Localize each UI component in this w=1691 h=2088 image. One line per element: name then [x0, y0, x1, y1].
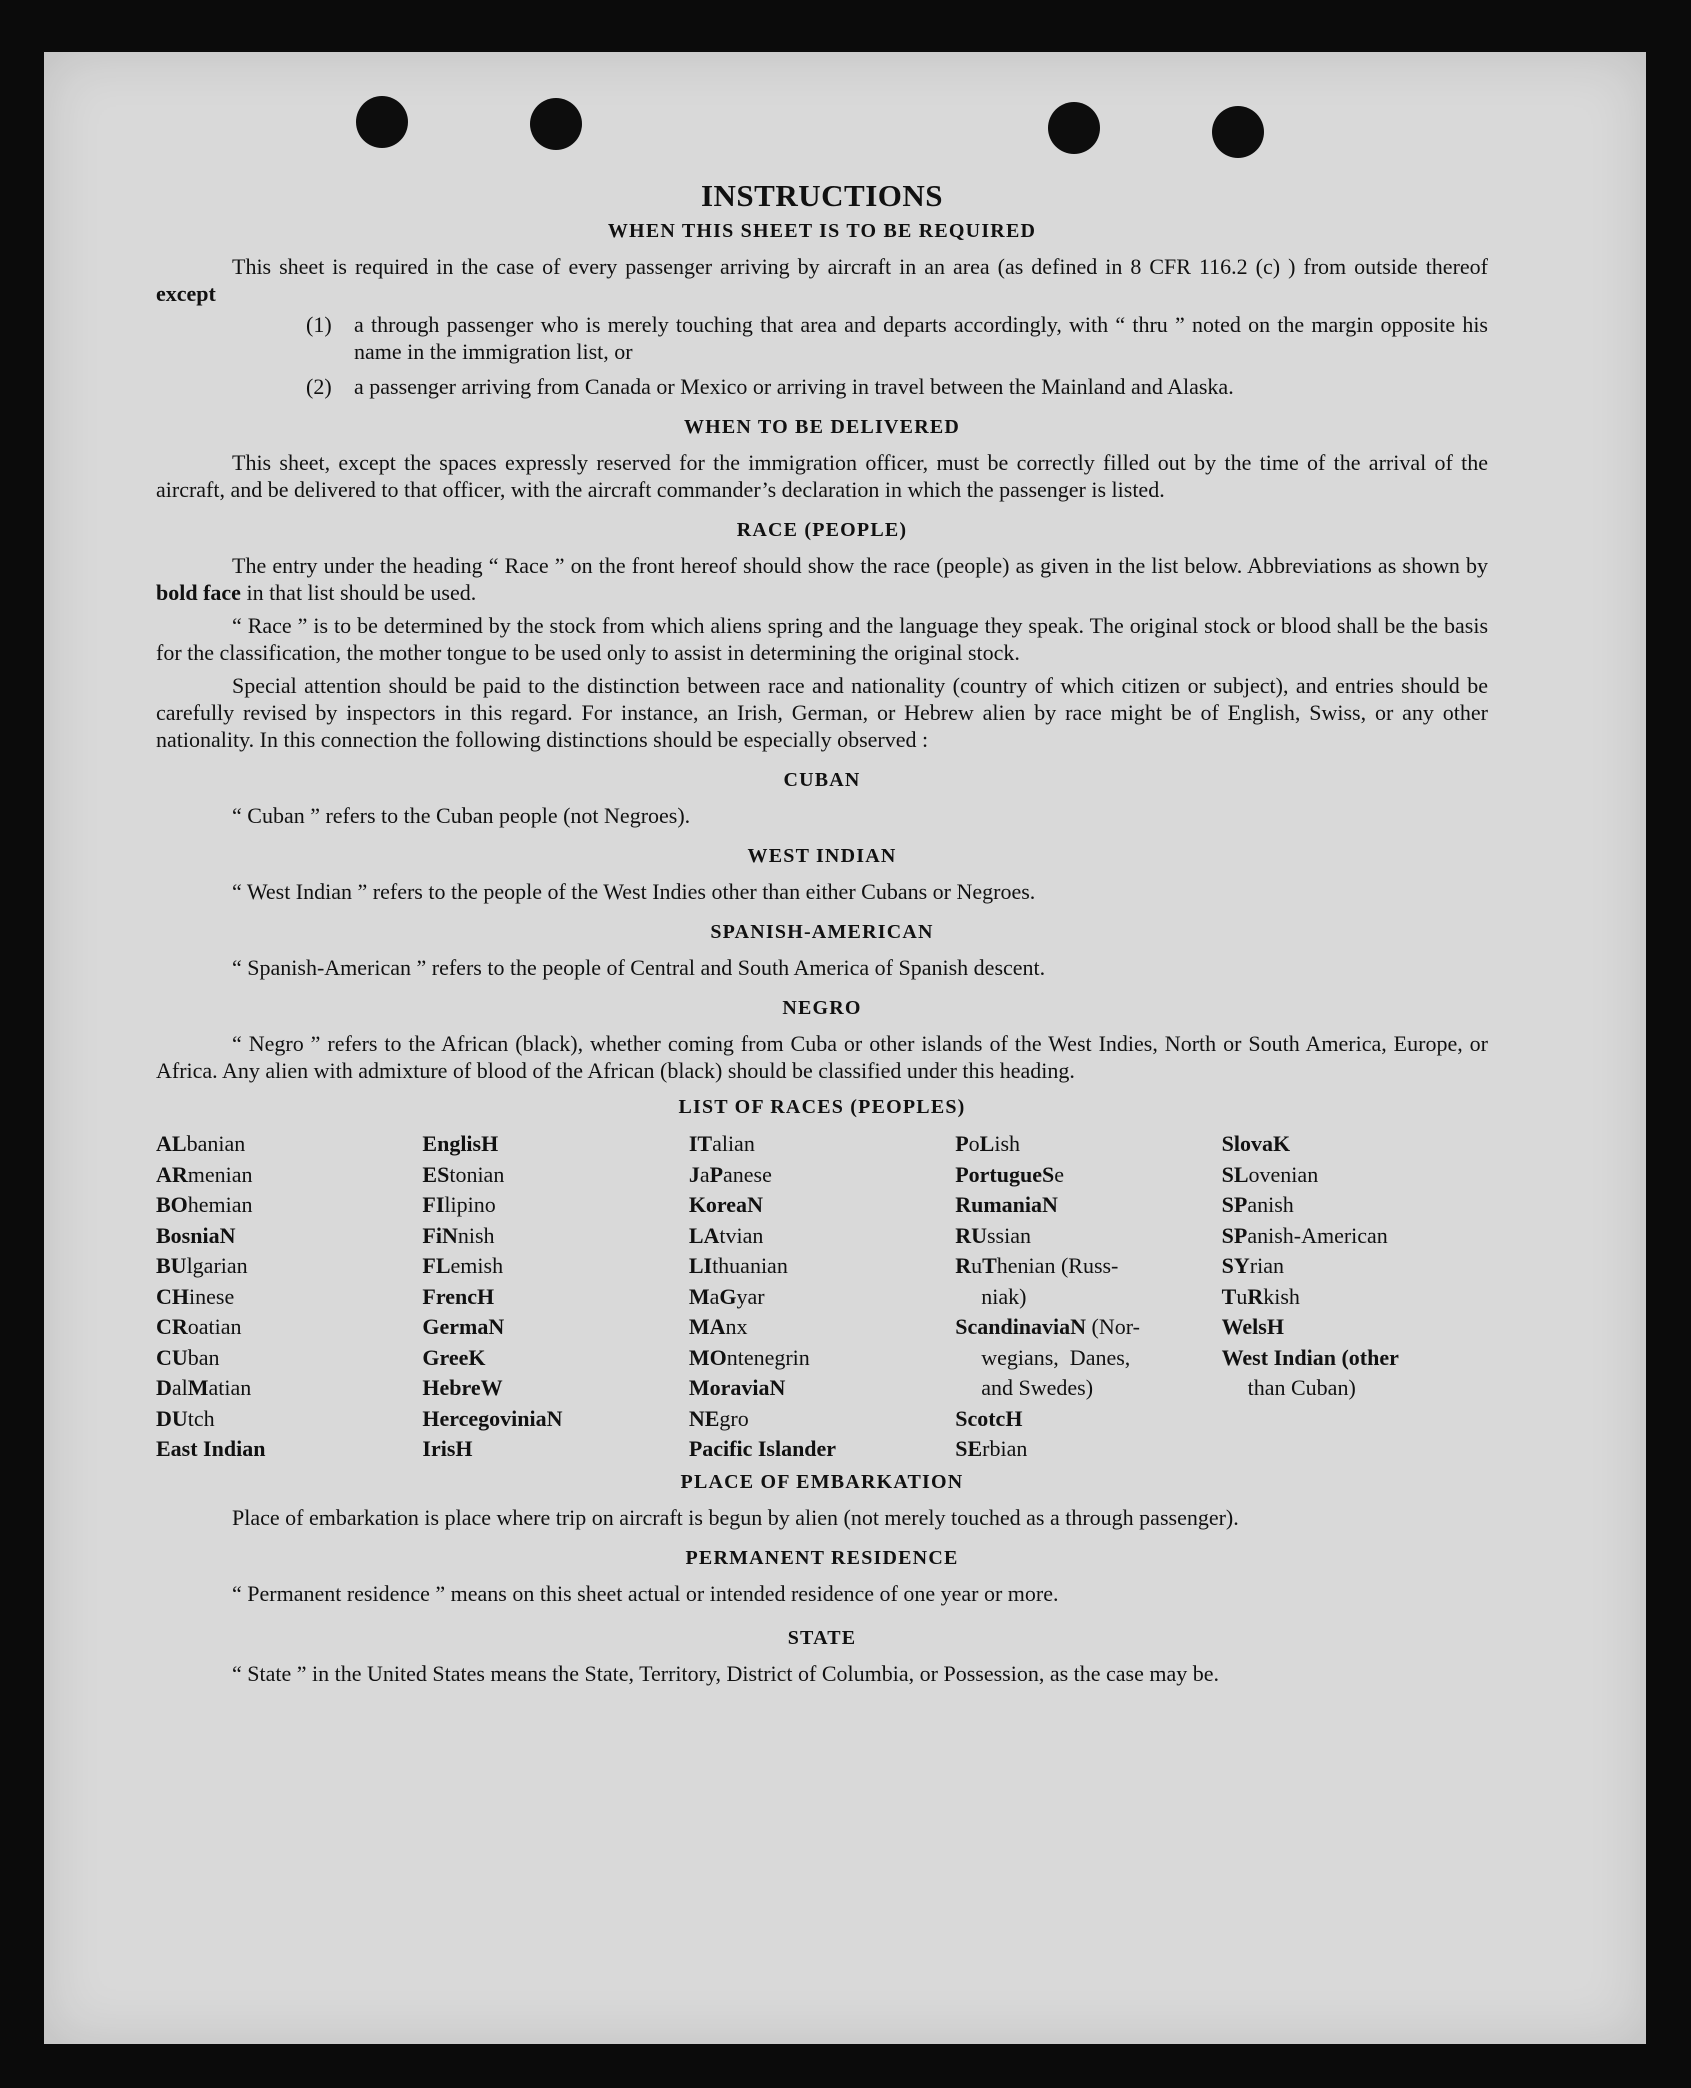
list-item	[306, 373, 1488, 400]
race-entry: ARmenian	[156, 1161, 253, 1187]
race-entry: DalMatian	[156, 1375, 252, 1400]
cuban-text: “ Cuban ” refers to the Cuban people (not Negroes).	[232, 803, 691, 828]
race-entry: CUban	[156, 1344, 220, 1370]
race-entry: FIlipino	[422, 1192, 496, 1217]
section-heading-cuban: CUBAN	[783, 769, 861, 791]
race-entry: FrencH	[422, 1283, 495, 1309]
item-text: a passenger arriving from Canada or Mexico or arriving in travel between the Mainland and Alaska.	[354, 374, 1234, 399]
race-entry: NEgro	[688, 1405, 749, 1431]
race-entry: SlovaK	[1221, 1131, 1291, 1156]
race-entry: HebreW	[422, 1375, 503, 1400]
race-entry: ALbanian	[156, 1131, 246, 1156]
race-entry: GermaN	[422, 1314, 505, 1339]
race-entry: RuThenian (Russ-	[955, 1253, 1119, 1278]
page-title: INSTRUCTIONS	[700, 178, 943, 213]
list-item	[306, 311, 1488, 365]
race-paragraph-2: “ Race ” is to be determined by the stock from which aliens spring and the language they speak. The original stock or blood shall be the basis for the classification, the mother tongue to be used only to assist in determining the original stock.	[156, 613, 1488, 665]
race-entry: East Indian	[156, 1436, 266, 1461]
race-entry: CHinese	[156, 1283, 235, 1309]
race-list-column	[1222, 1129, 1488, 1465]
race-entry: PoLish	[955, 1131, 1021, 1156]
race-list-column	[689, 1129, 955, 1465]
delivered-text: This sheet, except the spaces expressly reserved for the immigration officer, must be correctly filled out by the time of the arrival of the aircraft, and be delivered to that officer, with the aircraft commander’s declaration in which the passenger is listed.	[156, 450, 1488, 502]
race-p1-end: in that list should be used.	[246, 580, 477, 605]
race-entry: IrisH	[422, 1436, 473, 1461]
section-heading-race-list: LIST OF RACES (PEOPLES)	[678, 1096, 966, 1118]
race-entry: RUssian	[955, 1222, 1031, 1248]
race-entry: than Cuban)	[1247, 1375, 1356, 1400]
race-entry: West Indian (other	[1221, 1344, 1399, 1370]
race-entry: ScotcH	[955, 1405, 1023, 1431]
race-entry: BosniaN	[156, 1222, 236, 1248]
negro-text: “ Negro ” refers to the African (black), whether coming from Cuba or other islands of the West Indies, North or South America, Europe, or Africa. Any alien with admixture of blood of the African (black) should be classified under this heading.	[156, 1031, 1488, 1083]
item-number: (2)	[306, 374, 332, 399]
race-entry: ITalian	[688, 1131, 755, 1156]
race-entry: KoreaN	[688, 1192, 763, 1217]
race-entry: niak)	[981, 1283, 1027, 1309]
race-entry: wegians, Danes,	[981, 1344, 1131, 1370]
section-heading-required: WHEN THIS SHEET IS TO BE REQUIRED	[607, 220, 1037, 242]
race-entry: WelsH	[1221, 1314, 1284, 1339]
race-entry: FLemish	[422, 1253, 504, 1278]
race-entry: ScandinaviaN (Nor-	[955, 1314, 1140, 1339]
race-entry: PortugueSe	[955, 1161, 1064, 1187]
bold-face-text: bold face	[156, 580, 241, 605]
embarkation-text: Place of embarkation is place where trip on aircraft is begun by alien (not merely touched as a through passenger).	[232, 1504, 1239, 1530]
punch-hole	[1048, 102, 1100, 154]
section-heading-state: STATE	[787, 1626, 857, 1649]
race-entry: LAtvian	[688, 1222, 764, 1248]
state-text: “ State ” in the United States means the State, Territory, District of Columbia, or Possession, as the case may be.	[232, 1660, 1220, 1686]
race-entry: LIthuanian	[688, 1253, 788, 1278]
race-p1-text: The entry under the heading “ Race ” on the front hereof should show the race (people) as given in the list below. Abbreviations as shown by	[232, 553, 1488, 578]
race-entry: DUtch	[156, 1405, 215, 1431]
race-entry: BOhemian	[156, 1192, 253, 1217]
race-paragraph-1	[156, 552, 1488, 606]
race-list	[156, 1129, 1488, 1465]
item-number: (1)	[306, 312, 332, 337]
race-paragraph-3: Special attention should be paid to the distinction between race and nationality (country of which citizen or subject), and entries should be carefully revised by inspectors in this regard. For instance, an Irish, German, or Hebrew alien by race might be of English, Swiss, or any other nationality. In this connection the following distinctions should be especially observed :	[156, 673, 1488, 752]
race-entry: Pacific Islander	[688, 1436, 837, 1461]
race-entry: CRoatian	[156, 1314, 242, 1339]
section-heading-west-indian: WEST INDIAN	[747, 845, 897, 867]
race-entry: GreeK	[422, 1344, 486, 1370]
punch-hole	[356, 96, 408, 148]
item-text: a through passenger who is merely touching that area and departs accordingly, with “ thru ” noted on the margin opposite his name in the immigration list, or	[354, 312, 1488, 364]
race-entry: SPanish-American	[1221, 1222, 1388, 1248]
required-intro-text: This sheet is required in the case of every passenger arriving by aircraft in an area (as defined in 8 CFR 116.2 (c) ) from outside thereof	[232, 254, 1488, 279]
spanish-american-text: “ Spanish-American ” refers to the people of Central and South America of Spanish descent.	[232, 955, 1046, 980]
residence-text: “ Permanent residence ” means on this sheet actual or intended residence of one year or more.	[232, 1580, 1059, 1606]
race-entry: EnglisH	[422, 1131, 499, 1156]
race-entry: SPanish	[1221, 1192, 1294, 1217]
section-heading-residence: PERMANENT RESIDENCE	[685, 1546, 959, 1569]
race-entry: HercegoviniaN	[422, 1405, 563, 1431]
race-list-column	[955, 1129, 1221, 1465]
required-except: except	[156, 281, 216, 306]
punch-hole	[1212, 106, 1264, 158]
race-entry: MaGyar	[688, 1283, 765, 1309]
section-heading-embarkation: PLACE OF EMBARKATION	[680, 1470, 964, 1493]
race-entry: JaPanese	[688, 1161, 772, 1187]
section-heading-delivered: WHEN TO BE DELIVERED	[683, 416, 961, 438]
punch-hole	[530, 98, 582, 150]
race-entry: SLovenian	[1221, 1161, 1319, 1187]
instructions-content	[156, 178, 1488, 1687]
required-intro	[156, 253, 1488, 307]
race-entry: BUlgarian	[156, 1253, 248, 1278]
race-entry: TuRkish	[1221, 1283, 1300, 1309]
race-entry: FiNnish	[422, 1222, 495, 1248]
race-entry: MoraviaN	[688, 1375, 786, 1400]
section-heading-negro: NEGRO	[782, 997, 862, 1019]
section-heading-race: RACE (PEOPLE)	[736, 519, 908, 541]
race-list-column	[156, 1129, 422, 1465]
section-heading-spanish-american: SPANISH-AMERICAN	[710, 921, 934, 943]
race-entry: MAnx	[688, 1314, 748, 1339]
race-entry: EStonian	[422, 1161, 505, 1187]
west-indian-text: “ West Indian ” refers to the people of the West Indies other than either Cubans or Negroes.	[232, 879, 1036, 904]
race-entry: and Swedes)	[981, 1375, 1094, 1400]
race-entry: RumaniaN	[955, 1192, 1058, 1217]
race-list-column	[422, 1129, 688, 1465]
race-entry: SYrian	[1221, 1253, 1284, 1278]
race-entry: MOntenegrin	[688, 1344, 810, 1370]
race-entry: SErbian	[955, 1436, 1028, 1461]
